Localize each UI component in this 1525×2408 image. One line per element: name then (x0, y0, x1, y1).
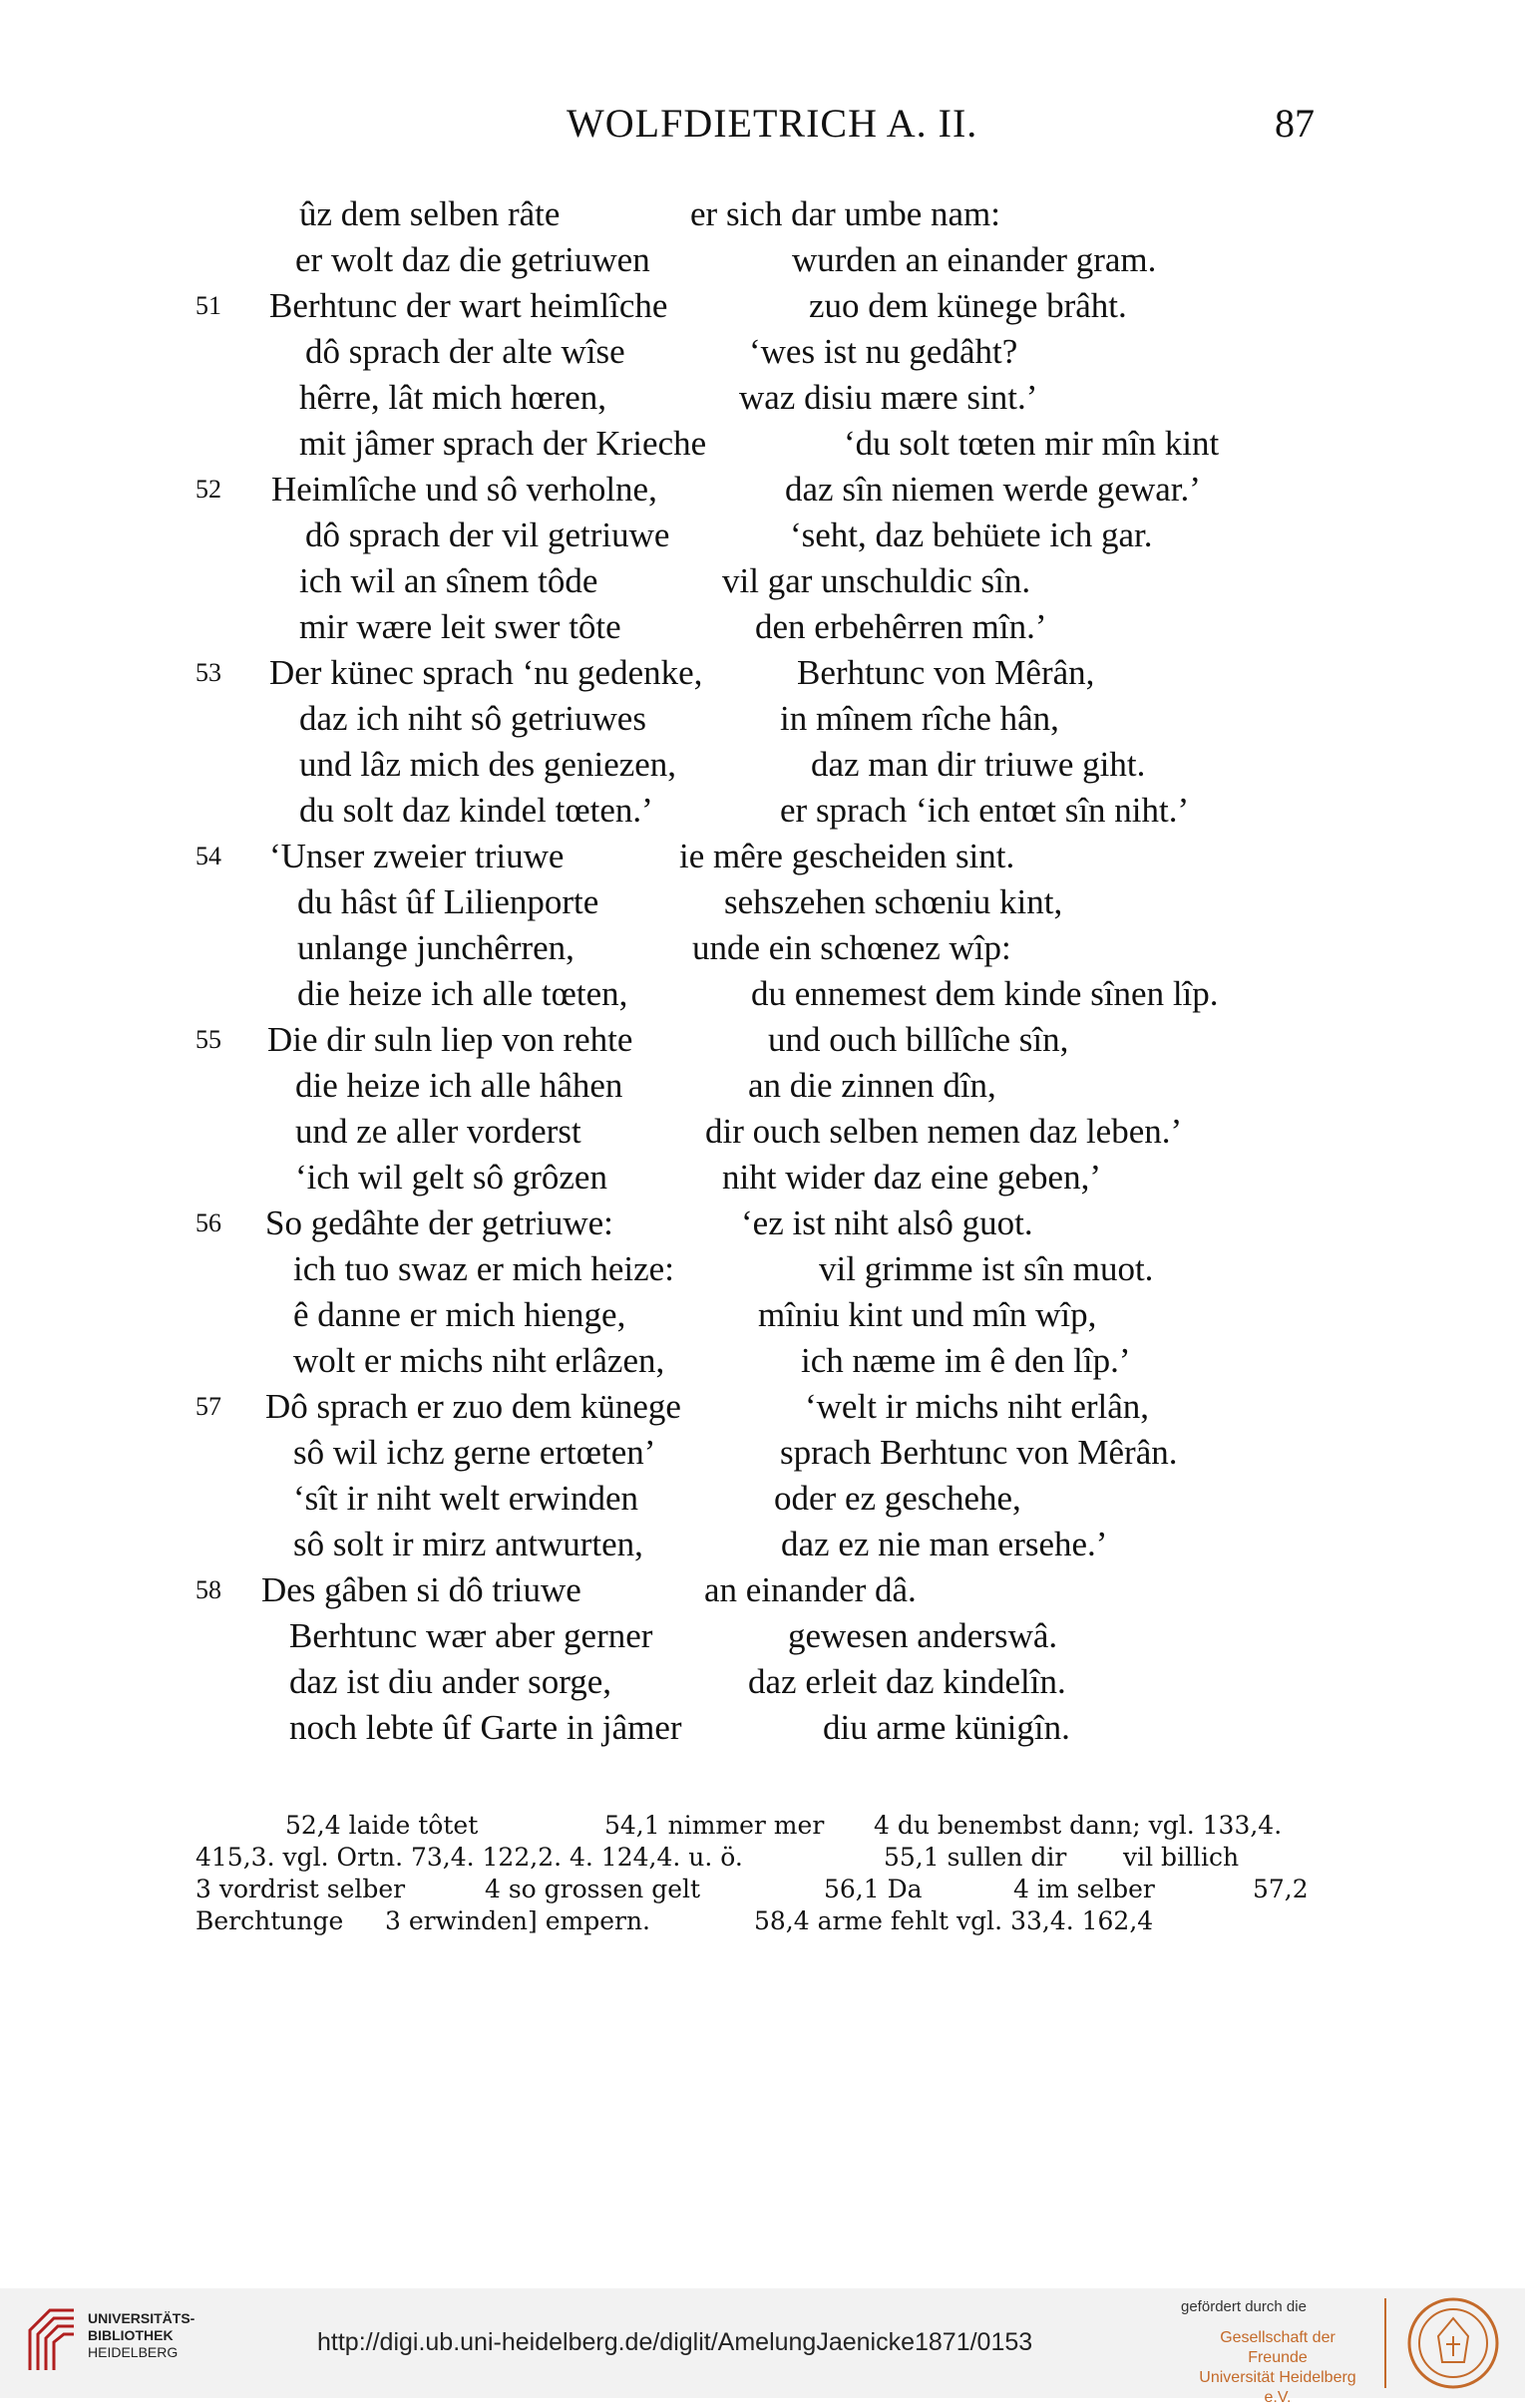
verse-first-half: So gedâhte der getriuwe: (265, 1204, 613, 1242)
verse-line (0, 1155, 1525, 1201)
verse-second-half: Berhtunc von Mêrân, (797, 653, 1095, 692)
note-entry: 55,1 sullen dir (884, 1843, 1067, 1872)
verse-first-half: mir wære leit swer tôte (299, 607, 621, 646)
verse-first-half: wolt er michs niht erlâzen, (293, 1341, 665, 1380)
verse-line (0, 696, 1525, 742)
verse-first-half: Heimlîche und sô verholne, (271, 470, 657, 509)
verse-line (0, 834, 1525, 879)
verse-second-half: er sich dar umbe nam: (690, 194, 1001, 233)
verse-second-half: den erbehêrren mîn.’ (755, 607, 1047, 646)
verse-second-half: ‘welt ir michs niht erlân, (805, 1387, 1150, 1426)
sponsor-label: gefördert durch die (1181, 2298, 1307, 2315)
note-line (195, 1810, 1313, 1842)
verse-line (0, 1613, 1525, 1659)
verse-line (0, 925, 1525, 971)
verse-second-half: daz ez nie man ersehe.’ (781, 1525, 1108, 1563)
sponsor-name: Gesellschaft der Freunde Universität Heidelberg e.V. (1199, 2329, 1356, 2406)
verse-line (0, 1338, 1525, 1384)
note-entry: 4 du benembst dann; vgl. 133,4. (874, 1811, 1283, 1840)
note-line (195, 1842, 1313, 1874)
digitization-footer (0, 2288, 1525, 2406)
stanza-number: 54 (195, 842, 221, 870)
university-seal-icon (1406, 2296, 1500, 2390)
verse-second-half: daz man dir triuwe giht. (811, 745, 1146, 784)
note-entry: 57,2 (1253, 1875, 1309, 1903)
verse-second-half: unde ein schœnez wîp: (692, 928, 1011, 967)
verse-line (0, 1567, 1525, 1613)
stanza-number: 58 (195, 1575, 221, 1604)
note-entry: 4 so grossen gelt (485, 1875, 701, 1903)
verse-first-half: ‘sît ir niht welt erwinden (293, 1479, 639, 1518)
library-logo-icon (20, 2300, 84, 2380)
verse-first-half: ich tuo swaz er mich heize: (293, 1249, 674, 1288)
verse-first-half: du hâst ûf Lilienporte (297, 882, 599, 921)
verse-second-half: oder ez geschehe, (774, 1479, 1021, 1518)
verse-line (0, 1292, 1525, 1338)
stanza-number: 55 (195, 1025, 221, 1054)
verse-line (0, 1476, 1525, 1522)
stanza-number: 57 (195, 1392, 221, 1421)
verse-first-half: unlange junchêrren, (297, 928, 574, 967)
verse-first-half: Berhtunc wær aber gerner (289, 1616, 653, 1655)
stanza-number: 56 (195, 1208, 221, 1237)
verse-first-half: ‘Unser zweier triuwe (269, 837, 565, 875)
verse-second-half: ie mêre gescheiden sint. (679, 837, 1015, 875)
verse-first-half: ûz dem selben râte (299, 194, 561, 233)
verse-line (0, 558, 1525, 604)
verse-second-half: in mînem rîche hân, (780, 699, 1059, 738)
verse-first-half: du solt daz kindel tœten.’ (299, 791, 653, 830)
verse-second-half: waz disiu mære sint.’ (739, 378, 1038, 417)
verse-first-half: noch lebte ûf Garte in jâmer (289, 1708, 682, 1747)
verse-line (0, 283, 1525, 329)
note-entry: Berchtunge (195, 1906, 344, 1935)
verse-first-half: Berhtunc der wart heimlîche (269, 286, 668, 325)
verse-line (0, 742, 1525, 788)
verse-second-half: ‘du solt tœten mir mîn kint (844, 424, 1220, 463)
verse-first-half: mit jâmer sprach der Krieche (299, 424, 707, 463)
verse-first-half: ich wil an sînem tôde (299, 561, 598, 600)
verse-second-half: er sprach ‘ich entœt sîn niht.’ (780, 791, 1190, 830)
verse-first-half: ê danne er mich hienge, (293, 1295, 626, 1334)
verse-second-half: du ennemest dem kinde sînen lîp. (751, 974, 1219, 1013)
verse-first-half: und lâz mich des geniezen, (299, 745, 677, 784)
verse-first-half: die heize ich alle tœten, (297, 974, 628, 1013)
verse-line (0, 1384, 1525, 1430)
verse-first-half: und ze aller vorderst (295, 1112, 581, 1151)
note-entry: 3 erwinden] empern. (385, 1906, 650, 1935)
verse-line (0, 467, 1525, 513)
permalink-url[interactable]: http://digi.ub.uni-heidelberg.de/diglit/AmelungJaenicke1871/0153 (317, 2328, 1033, 2356)
verse-first-half: daz ist diu ander sorge, (289, 1662, 612, 1701)
verse-second-half: ‘wes ist nu gedâht? (749, 332, 1018, 371)
verse-first-half: dô sprach der vil getriuwe (305, 516, 670, 554)
note-entry: 58,4 arme fehlt vgl. 33,4. 162,4 (754, 1906, 1154, 1935)
page-number: 87 (1275, 101, 1315, 146)
verse-first-half: Dô sprach er zuo dem künege (265, 1387, 681, 1426)
verse-second-half: daz erleit daz kindelîn. (748, 1662, 1066, 1701)
verse-first-half: die heize ich alle hâhen (295, 1066, 623, 1105)
verse-line (0, 1063, 1525, 1109)
verse-first-half: daz ich niht sô getriuwes (299, 699, 646, 738)
note-line (195, 1874, 1313, 1905)
verse-line (0, 1430, 1525, 1476)
verse-second-half: diu arme künigîn. (823, 1708, 1070, 1747)
verse-first-half: Der künec sprach ‘nu gedenke, (269, 653, 703, 692)
note-entry: 54,1 nimmer mer (604, 1811, 825, 1840)
verse-first-half: ‘ich wil gelt sô grôzen (295, 1158, 607, 1197)
verse-line (0, 375, 1525, 421)
verse-line (0, 604, 1525, 650)
verse-line (0, 1017, 1525, 1063)
verse-first-half: Des gâben si dô triuwe (261, 1570, 581, 1609)
verse-line (0, 329, 1525, 375)
verse-first-half: dô sprach der alte wîse (305, 332, 625, 371)
verse-text (0, 191, 1525, 1751)
verse-second-half: ‘ez ist niht alsô guot. (741, 1204, 1033, 1242)
verse-second-half: ich næme im ê den lîp.’ (801, 1341, 1131, 1380)
verse-second-half: dir ouch selben nemen daz leben.’ (705, 1112, 1183, 1151)
verse-line (0, 650, 1525, 696)
verse-second-half: und ouch billîche sîn, (768, 1020, 1069, 1059)
note-entry: 3 vordrist selber (195, 1875, 406, 1903)
verse-second-half: an die zinnen dîn, (748, 1066, 996, 1105)
verse-second-half: sprach Berhtunc von Mêrân. (780, 1433, 1178, 1472)
verse-second-half: daz sîn niemen werde gewar.’ (785, 470, 1201, 509)
verse-line (0, 1109, 1525, 1155)
verse-first-half: Die dir suln liep von rehte (267, 1020, 633, 1059)
verse-first-half: hêrre, lât mich hœren, (299, 378, 607, 417)
verse-second-half: vil gar unschuldic sîn. (722, 561, 1031, 600)
library-name: UNIVERSITÄTS- BIBLIOTHEK HEIDELBERG (88, 2310, 195, 2360)
verse-second-half: niht wider daz eine geben,’ (722, 1158, 1101, 1197)
verse-first-half: sô solt ir mirz antwurten, (293, 1525, 643, 1563)
stanza-number: 52 (195, 475, 221, 504)
note-entry: 56,1 Da (824, 1875, 923, 1903)
verse-line (0, 879, 1525, 925)
verse-second-half: sehszehen schœniu kint, (724, 882, 1063, 921)
verse-line (0, 1522, 1525, 1567)
note-entry: 4 im selber (1013, 1875, 1155, 1903)
verse-line (0, 237, 1525, 283)
verse-second-half: zuo dem künege brâht. (809, 286, 1127, 325)
running-title: WOLFDIETRICH A. II. (567, 101, 978, 146)
note-entry: 415,3. vgl. Ortn. 73,4. 122,2. 4. 124,4. u. ö. (195, 1843, 743, 1872)
verse-second-half: gewesen anderswâ. (788, 1616, 1058, 1655)
verse-second-half: ‘seht, daz behüete ich gar. (790, 516, 1153, 554)
verse-line (0, 1246, 1525, 1292)
stanza-number: 53 (195, 658, 221, 687)
running-head (0, 100, 1525, 160)
note-line (195, 1905, 1313, 1937)
verse-second-half: mîniu kint und mîn wîp, (758, 1295, 1097, 1334)
verse-line (0, 971, 1525, 1017)
verse-first-half: sô wil ichz gerne ertœten’ (293, 1433, 656, 1472)
verse-first-half: er wolt daz die getriuwen (295, 240, 650, 279)
note-entry: 52,4 laide tôtet (285, 1811, 479, 1840)
critical-apparatus (195, 1810, 1313, 1937)
verse-second-half: wurden an einander gram. (792, 240, 1157, 279)
verse-line (0, 1659, 1525, 1705)
verse-line (0, 788, 1525, 834)
stanza-number: 51 (195, 291, 221, 320)
verse-line (0, 421, 1525, 467)
note-entry: vil billich (1123, 1843, 1240, 1872)
footer-divider (1384, 2298, 1386, 2388)
verse-line (0, 191, 1525, 237)
verse-line (0, 513, 1525, 558)
verse-line (0, 1705, 1525, 1751)
verse-second-half: an einander dâ. (704, 1570, 917, 1609)
verse-second-half: vil grimme ist sîn muot. (819, 1249, 1154, 1288)
verse-line (0, 1201, 1525, 1246)
